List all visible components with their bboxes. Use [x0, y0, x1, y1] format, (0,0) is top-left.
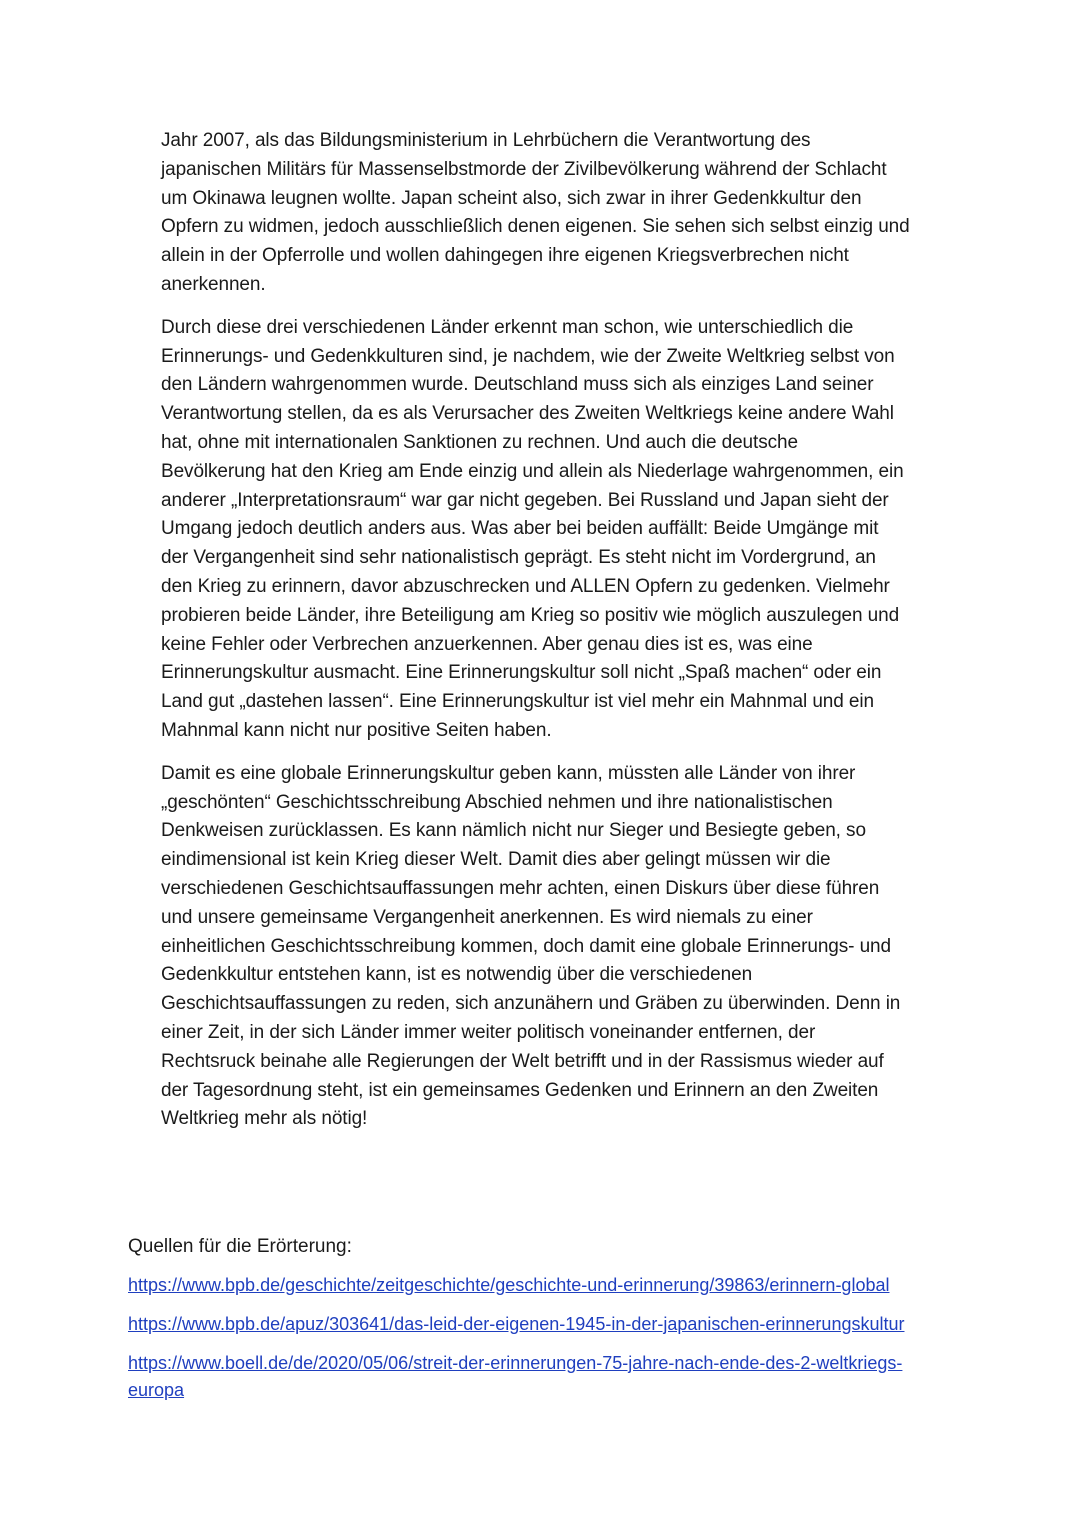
text-line: Weltkrieg mehr als nötig! [161, 1108, 368, 1130]
text-line: um Okinawa leugnen wollte. Japan scheint also, sich zwar in ihrer Gedenkkultur den [161, 187, 862, 209]
text-line: Jahr 2007, als das Bildungsministerium in Lehrbüchern die Verantwortung des [161, 130, 811, 151]
text-line: Land gut „dastehen lassen“. Eine Erinnerungskultur ist viel mehr ein Mahnmal und ein [161, 691, 874, 713]
text-line: einer Zeit, in der sich Länder immer weiter politisch voneinander entfernen, der [161, 1021, 816, 1043]
text-line: allein in der Opferrolle und wollen dahingegen ihre eigenen Kriegsverbrechen nicht [161, 245, 849, 267]
text-line: „geschönten“ Geschichtsschreibung Abschied nehmen und ihre nationalistischen [161, 791, 833, 813]
source-link-text: europa [128, 1380, 185, 1400]
source-link-text: https://www.bpb.de/apuz/303641/das-leid-der-eigenen-1945-in-der-japanischen-erinnerungskultur [128, 1314, 905, 1334]
text-line: Gedenkkultur entstehen kann, ist es notwendig über die verschiedenen [161, 964, 753, 986]
text-line: Erinnerungskultur ausmacht. Eine Erinnerungskultur soll nicht „Spaß machen“ oder ein [161, 662, 882, 684]
text-line: Rechtsruck beinahe alle Regierungen der Welt betrifft und in der Rassismus wieder auf [161, 1050, 884, 1072]
sources-section [128, 1233, 968, 1416]
paragraph-global-culture [161, 760, 951, 1134]
source-link-bpb-japanische-erinnerungskultur[interactable] [128, 1311, 968, 1338]
text-line: anerkennen. [161, 273, 266, 295]
text-line: anderer „Interpretationsraum“ war gar nicht gegeben. Bei Russland und Japan sieht der [161, 489, 889, 511]
source-link-text: https://www.boell.de/de/2020/05/06/streit-der-erinnerungen-75-jahre-nach-ende-des-2-weltkriegs- [128, 1353, 903, 1373]
text-line: verschiedenen Geschichtsauffassungen mehr achten, einen Diskurs über diese führen [161, 877, 880, 899]
text-line: japanischen Militärs für Massenselbstmorde der Zivilbevölkerung während der Schlacht [161, 158, 887, 180]
text-line: Denkweisen zurücklassen. Es kann nämlich nicht nur Sieger und Besiegte geben, so [161, 820, 866, 842]
text-line: Opfern zu widmen, jedoch ausschließlich denen eigenen. Sie sehen sich selbst einzig und [161, 216, 910, 238]
text-line: Erinnerungs- und Gedenkkulturen sind, je nachdem, wie der Zweite Weltkrieg selbst von [161, 345, 895, 367]
text-line: einheitlichen Geschichtsschreibung kommen, doch damit eine globale Erinnerungs- und [161, 935, 891, 957]
text-line: Mahnmal kann nicht nur positive Seiten haben. [161, 719, 552, 741]
source-link-text: https://www.bpb.de/geschichte/zeitgeschichte/geschichte-und-erinnerung/39863/erinnern-global [128, 1275, 890, 1295]
paragraph-comparison [161, 314, 951, 746]
text-line: der Vergangenheit sind sehr nationalistisch geprägt. Es steht nicht im Vordergrund, an [161, 547, 876, 569]
essay-body [161, 127, 951, 1148]
source-link-bpb-erinnern-global[interactable] [128, 1272, 968, 1299]
text-line: der Tagesordnung steht, ist ein gemeinsames Gedenken und Erinnern an den Zweiten [161, 1079, 879, 1101]
source-link-boell-streit-der-erinnerungen[interactable] [128, 1350, 968, 1404]
text-line: keine Fehler oder Verbrechen anzuerkennen. Aber genau dies ist es, was eine [161, 633, 813, 655]
text-line: Durch diese drei verschiedenen Länder erkennt man schon, wie unterschiedlich die [161, 316, 854, 338]
text-line: Geschichtsauffassungen zu reden, sich anzunähern und Gräben zu überwinden. Denn in [161, 993, 901, 1015]
text-line: Damit es eine globale Erinnerungskultur geben kann, müssten alle Länder von ihrer [161, 762, 856, 784]
text-line: Umgang jedoch deutlich anders aus. Was aber bei beiden auffällt: Beide Umgänge mit [161, 518, 879, 540]
text-line: den Krieg zu erinnern, davor abzuschrecken und ALLEN Opfern zu gedenken. Vielmehr [161, 575, 890, 597]
text-line: probieren beide Länder, ihre Beteiligung am Krieg so positiv wie möglich auszulegen und [161, 604, 900, 626]
paragraph-japan-conclusion [161, 127, 951, 300]
text-line: Bevölkerung hat den Krieg am Ende einzig und allein als Niederlage wahrgenommen, ein [161, 460, 904, 482]
text-line: Verantwortung stellen, da es als Verursacher des Zweiten Weltkriegs keine andere Wahl [161, 403, 894, 425]
sources-heading: Quellen für die Erörterung: [128, 1236, 352, 1257]
text-line: eindimensional ist kein Krieg dieser Welt. Damit dies aber gelingt müssen wir die [161, 849, 831, 871]
text-line: hat, ohne mit internationalen Sanktionen zu rechnen. Und auch die deutsche [161, 431, 798, 453]
text-line: und unsere gemeinsame Vergangenheit anerkennen. Es wird niemals zu einer [161, 906, 813, 928]
text-line: den Ländern wahrgenommen wurde. Deutschland muss sich als einziges Land seiner [161, 374, 874, 396]
